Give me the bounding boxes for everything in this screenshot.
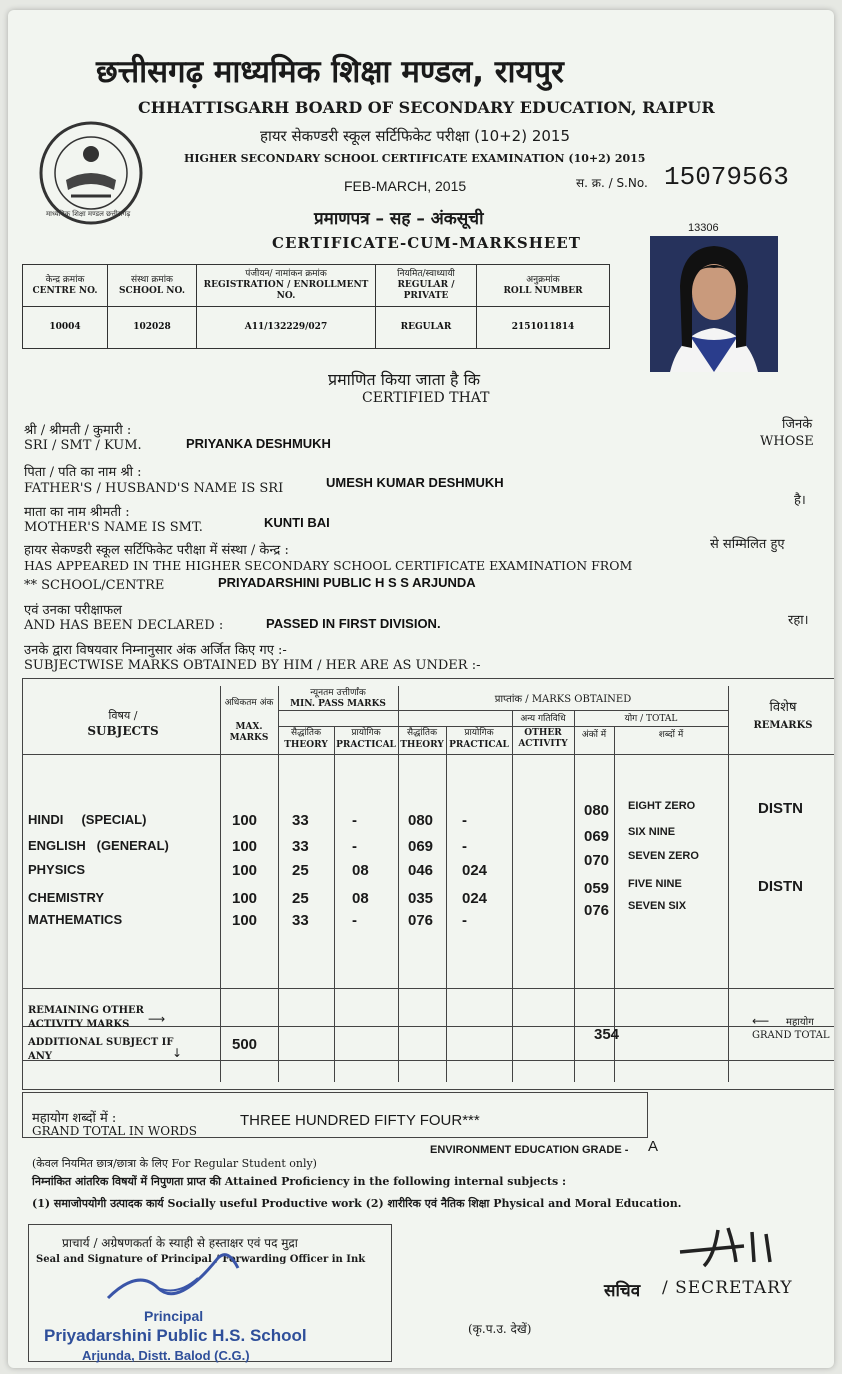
remark: DISTN xyxy=(758,800,803,817)
practical-marks: - xyxy=(462,912,467,929)
id-header-registration-hi: पंजीयन/ नामांकन क्रमांक xyxy=(245,269,327,279)
father-label-hi: पिता / पति का नाम श्री : xyxy=(24,465,142,480)
subjectwise-hi: उनके द्वारा विषयवार निम्नानुसार अंक अर्जित किए गए :- xyxy=(24,643,287,658)
grand-total-hi: महायोग xyxy=(786,1017,814,1028)
title-english: CHHATTISGARH BOARD OF SECONDARY EDUCATION, RAIPUR xyxy=(138,98,715,117)
header-practical: PRACTICAL xyxy=(449,740,509,750)
min-theory: 25 xyxy=(292,862,309,879)
father-name: UMESH KUMAR DESHMUKH xyxy=(326,475,504,490)
id-header-regular: REGULAR / PRIVATE xyxy=(397,280,455,301)
total-marks: 059 xyxy=(584,880,610,897)
raha-text: रहा। xyxy=(788,613,809,628)
subject-name: HINDI (SPECIAL) xyxy=(28,812,147,827)
appeared-hi-right: से सम्मिलित हुए xyxy=(710,537,785,552)
internal-subjects: (1) समाजोपयोगी उत्पादक कार्य Socially useful Productive work (2) शारीरिक एवं नैतिक शिक्षा Physical and Moral Education. xyxy=(32,1197,682,1210)
total-words: SEVEN ZERO xyxy=(628,850,699,862)
appeared-en: HAS APPEARED IN THE HIGHER SECONDARY SCHOOL CERTIFICATE EXAMINATION FROM xyxy=(24,558,633,573)
min-practical: 08 xyxy=(352,862,369,879)
name-label-en: SRI / SMT / KUM. xyxy=(24,438,142,453)
env-grade: A xyxy=(648,1138,659,1155)
id-header-school: SCHOOL NO. xyxy=(119,285,185,296)
appeared-hi: हायर सेकण्डरी स्कूल सर्टिफिकेट परीक्षा में संस्था / केन्द्र : xyxy=(24,543,289,558)
practical-marks: - xyxy=(462,838,467,855)
proficiency-note: निम्नांकित आंतरिक विषयों में निपुणता प्राप्त की Attained Proficiency in the following internal subjects : xyxy=(32,1175,567,1188)
whose-hi: जिनके xyxy=(782,417,813,432)
min-theory: 33 xyxy=(292,812,309,829)
whose-en: WHOSE xyxy=(760,434,814,449)
grand-total-words: THREE HUNDRED FIFTY FOUR*** xyxy=(240,1112,480,1129)
seal-label-hi: प्राचार्य / अग्रेषणकर्ता के स्याही से हस्ताक्षर एवं पद मुद्रा xyxy=(62,1236,298,1250)
father-label-en: FATHER'S / HUSBAND'S NAME IS SRI xyxy=(24,481,284,496)
theory-marks: 035 xyxy=(408,890,434,907)
candidate-photo xyxy=(650,236,778,372)
practical-marks: - xyxy=(462,812,467,829)
practical-marks: 024 xyxy=(462,890,488,907)
hai-text: है। xyxy=(794,493,806,508)
exam-english: HIGHER SECONDARY SCHOOL CERTIFICATE EXAMINATION (10+2) 2015 xyxy=(184,152,646,165)
header-remarks-hi: विशेष xyxy=(769,700,797,715)
mother-name: KUNTI BAI xyxy=(264,515,330,530)
min-practical: - xyxy=(352,912,357,929)
id-header-regular-hi: नियमित/स्वाध्यायी xyxy=(397,269,455,279)
id-header-centre-hi: केन्द्र क्रमांक xyxy=(45,274,85,285)
stamp-address: Arjunda, Distt. Balod (C.G.) xyxy=(82,1348,250,1363)
header-max-hi: अधिकतम अंक xyxy=(224,698,274,708)
secretary-en: / SECRETARY xyxy=(662,1278,793,1298)
arrow-left-icon: ⟵ xyxy=(752,1014,770,1028)
theory-marks: 046 xyxy=(408,862,434,879)
total-words: EIGHT ZERO xyxy=(628,800,696,812)
serial-label: स. क्र. / S.No. xyxy=(576,176,648,190)
regular-note: (केवल नियमित छात्र/छात्रा के लिए For Regular Student only) xyxy=(32,1157,317,1170)
mother-label-hi: माता का नाम श्रीमती : xyxy=(24,505,130,520)
min-theory: 33 xyxy=(292,912,309,929)
school-label: ** SCHOOL/CENTRE xyxy=(24,578,165,593)
doc-title-hindi: प्रमाणपत्र – सह – अंकसूची xyxy=(314,209,484,229)
header-remarks: REMARKS xyxy=(753,720,813,731)
stamp-school: Priyadarshini Public H.S. School xyxy=(44,1326,307,1345)
id-header-roll-hi: अनुक्रमांक xyxy=(526,274,560,285)
subject-name: MATHEMATICS xyxy=(28,912,123,927)
theory-marks: 069 xyxy=(408,838,434,855)
result-label-en: AND HAS BEEN DECLARED : xyxy=(24,618,224,633)
grand-total-words-label-en: GRAND TOTAL IN WORDS xyxy=(32,1124,197,1138)
max-marks: 100 xyxy=(232,812,258,829)
max-marks: 100 xyxy=(232,890,258,907)
col-divider xyxy=(220,686,221,1082)
max-marks: 100 xyxy=(232,838,258,855)
header-min-hi: न्यूनतम उत्तीर्णांक xyxy=(310,688,366,698)
total-marks: 080 xyxy=(584,802,610,819)
principal-signature xyxy=(98,1238,258,1308)
header-min-practical-hi: प्रायोगिक xyxy=(351,728,381,738)
header-min-theory: THEORY xyxy=(284,740,328,750)
header-figures: अंकों में xyxy=(581,730,607,740)
result-label-hi: एवं उनका परीक्षाफल xyxy=(24,603,122,618)
certified-english: CERTIFIED THAT xyxy=(362,390,490,406)
header-min-theory-hi: सैद्धांतिक xyxy=(291,728,321,738)
total-words: SEVEN SIX xyxy=(628,900,687,912)
subject-name: CHEMISTRY xyxy=(28,890,105,905)
mother-label-en: MOTHER'S NAME IS SMT. xyxy=(24,520,203,535)
col-divider xyxy=(446,726,447,1082)
title-hindi: छत्तीसगढ़ माध्यमिक शिक्षा मण्डल, रायपुर xyxy=(96,54,564,90)
total-words: SIX NINE xyxy=(628,826,676,838)
header-min-practical: PRACTICAL xyxy=(336,740,396,750)
header-subjects: SUBJECTS xyxy=(87,724,159,738)
arrow-down-icon: ↓ xyxy=(172,1046,183,1060)
subject-name: ENGLISH (GENERAL) xyxy=(28,838,169,853)
total-marks: 069 xyxy=(584,828,610,845)
header-other: OTHER ACTIVITY xyxy=(518,728,568,749)
header-practical-hi: प्रायोगिक xyxy=(464,728,494,738)
theory-marks: 076 xyxy=(408,912,434,929)
total-marks: 070 xyxy=(584,852,610,869)
name-label-hi: श्री / श्रीमती / कुमारी : xyxy=(24,423,132,438)
seal-text: माध्यमिक शिक्षा मण्डल छत्तीसगढ़ xyxy=(46,210,131,218)
header-min: MIN. PASS MARKS xyxy=(290,699,386,709)
remark: DISTN xyxy=(758,878,803,895)
subject-name: PHYSICS xyxy=(28,862,86,877)
header-max: MAX. MARKS xyxy=(229,722,269,743)
grand-total-figures: 354 xyxy=(594,1026,620,1043)
total-words: FIVE NINE xyxy=(628,878,682,890)
remaining-activity-label: REMAINING OTHER ACTIVITY MARKS xyxy=(28,1005,144,1030)
row-divider xyxy=(22,754,834,755)
id-header-registration: REGISTRATION / ENROLLMENT NO. xyxy=(203,280,369,301)
candidate-name: PRIYANKA DESHMUKH xyxy=(186,436,331,451)
marksheet-paper xyxy=(8,10,834,1368)
col-divider xyxy=(728,686,729,1082)
row-divider xyxy=(278,710,728,711)
doc-title-english: CERTIFICATE-CUM-MARKSHEET xyxy=(272,234,581,252)
secretary-hi: सचिव xyxy=(604,1281,641,1301)
id-header-roll: ROLL NUMBER xyxy=(503,285,583,296)
centre-no: 10004 xyxy=(23,307,108,349)
max-marks: 100 xyxy=(232,912,258,929)
header-words: शब्दों में xyxy=(658,730,684,740)
header-theory: THEORY xyxy=(400,740,444,750)
exam-session: FEB-MARCH, 2015 xyxy=(344,178,467,194)
min-practical: - xyxy=(352,812,357,829)
grand-total-en: GRAND TOTAL xyxy=(752,1030,830,1041)
id-header-centre: CENTRE NO. xyxy=(32,285,98,296)
regular-private: REGULAR xyxy=(376,307,477,349)
min-practical: - xyxy=(352,838,357,855)
serial-number: 15079563 xyxy=(664,162,789,192)
max-marks: 100 xyxy=(232,862,258,879)
exam-hindi: हायर सेकण्डरी स्कूल सर्टिफिकेट परीक्षा (10+2) 2015 xyxy=(260,127,571,145)
photo-id: 13306 xyxy=(688,222,719,234)
header-obtained: प्राप्तांक / MARKS OBTAINED xyxy=(494,694,632,705)
header-theory-hi: सैद्धांतिक xyxy=(407,728,437,738)
secretary-signature xyxy=(674,1216,784,1272)
school-name: PRIYADARSHINI PUBLIC H S S ARJUNDA xyxy=(218,575,476,590)
arrow-right-icon: ⟶ xyxy=(148,1012,166,1026)
header-subjects-hi: विषय / xyxy=(108,709,138,722)
min-theory: 33 xyxy=(292,838,309,855)
id-table xyxy=(22,264,610,349)
col-divider xyxy=(334,726,335,1082)
total-marks: 076 xyxy=(584,902,610,919)
theory-marks: 080 xyxy=(408,812,434,829)
max-marks-total: 500 xyxy=(232,1036,258,1053)
header-other-hi: अन्य गतिविधि xyxy=(520,714,566,724)
pto-note: (कृ.प.उ. देखें) xyxy=(468,1322,532,1336)
school-no: 102028 xyxy=(108,307,197,349)
result: PASSED IN FIRST DIVISION. xyxy=(266,616,441,631)
practical-marks: 024 xyxy=(462,862,488,879)
id-header-school-hi: संस्था क्रमांक xyxy=(131,274,173,285)
row-divider xyxy=(278,726,728,727)
roll-number: 2151011814 xyxy=(477,307,610,349)
env-grade-label: ENVIRONMENT EDUCATION GRADE - xyxy=(430,1144,629,1156)
additional-subject-label: ADDITIONAL SUBJECT IF ANY xyxy=(28,1037,174,1062)
header-total: योग / TOTAL xyxy=(624,714,678,724)
subjectwise-en: SUBJECTWISE MARKS OBTAINED BY HIM / HER ARE AS UNDER :- xyxy=(24,658,481,673)
min-theory: 25 xyxy=(292,890,309,907)
grand-total-words-label-hi: महायोग शब्दों में : xyxy=(32,1111,117,1126)
registration-no: A11/132229/027 xyxy=(197,307,376,349)
seal-label-en: Seal and Signature of Principal / Forwarding Officer in Ink xyxy=(36,1254,366,1265)
row-divider xyxy=(22,988,834,989)
min-practical: 08 xyxy=(352,890,369,907)
stamp-principal: Principal xyxy=(144,1308,204,1324)
certified-hindi: प्रमाणित किया जाता है कि xyxy=(328,370,481,389)
